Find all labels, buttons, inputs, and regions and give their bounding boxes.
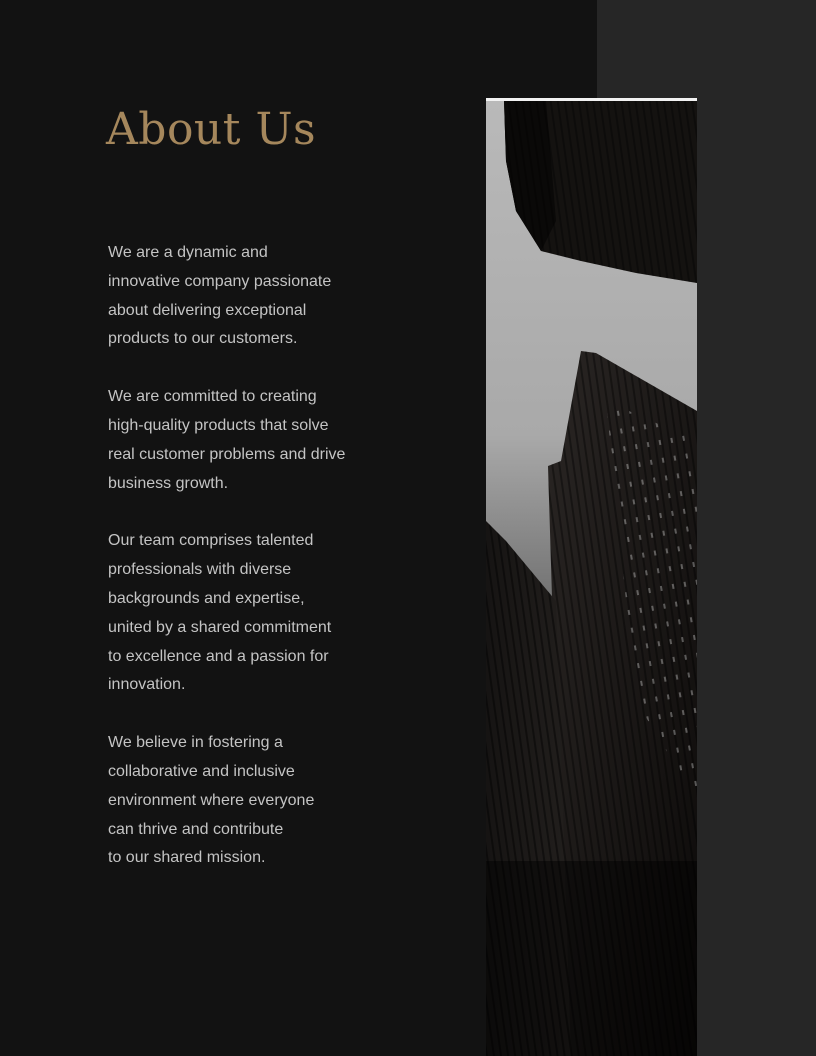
paragraph-culture: We believe in fostering a collaborative and inclusive environment where everyone can thrive and contribute to our shared mission. <box>108 734 315 867</box>
page-title: About Us <box>106 104 317 155</box>
paragraph-commitment: We are committed to creating high-quality products that solve real customer problems and drive business growth. <box>108 388 346 492</box>
skyscrapers-photo <box>486 98 697 1056</box>
paragraph-team: Our team comprises talented professionals with diverse backgrounds and expertise, united by a shared commitment to excellence and a passion for innovation. <box>108 532 332 694</box>
body-text <box>108 239 378 902</box>
paragraph-intro: We are a dynamic and innovative company passionate about delivering exceptional products to our customers. <box>108 244 332 348</box>
